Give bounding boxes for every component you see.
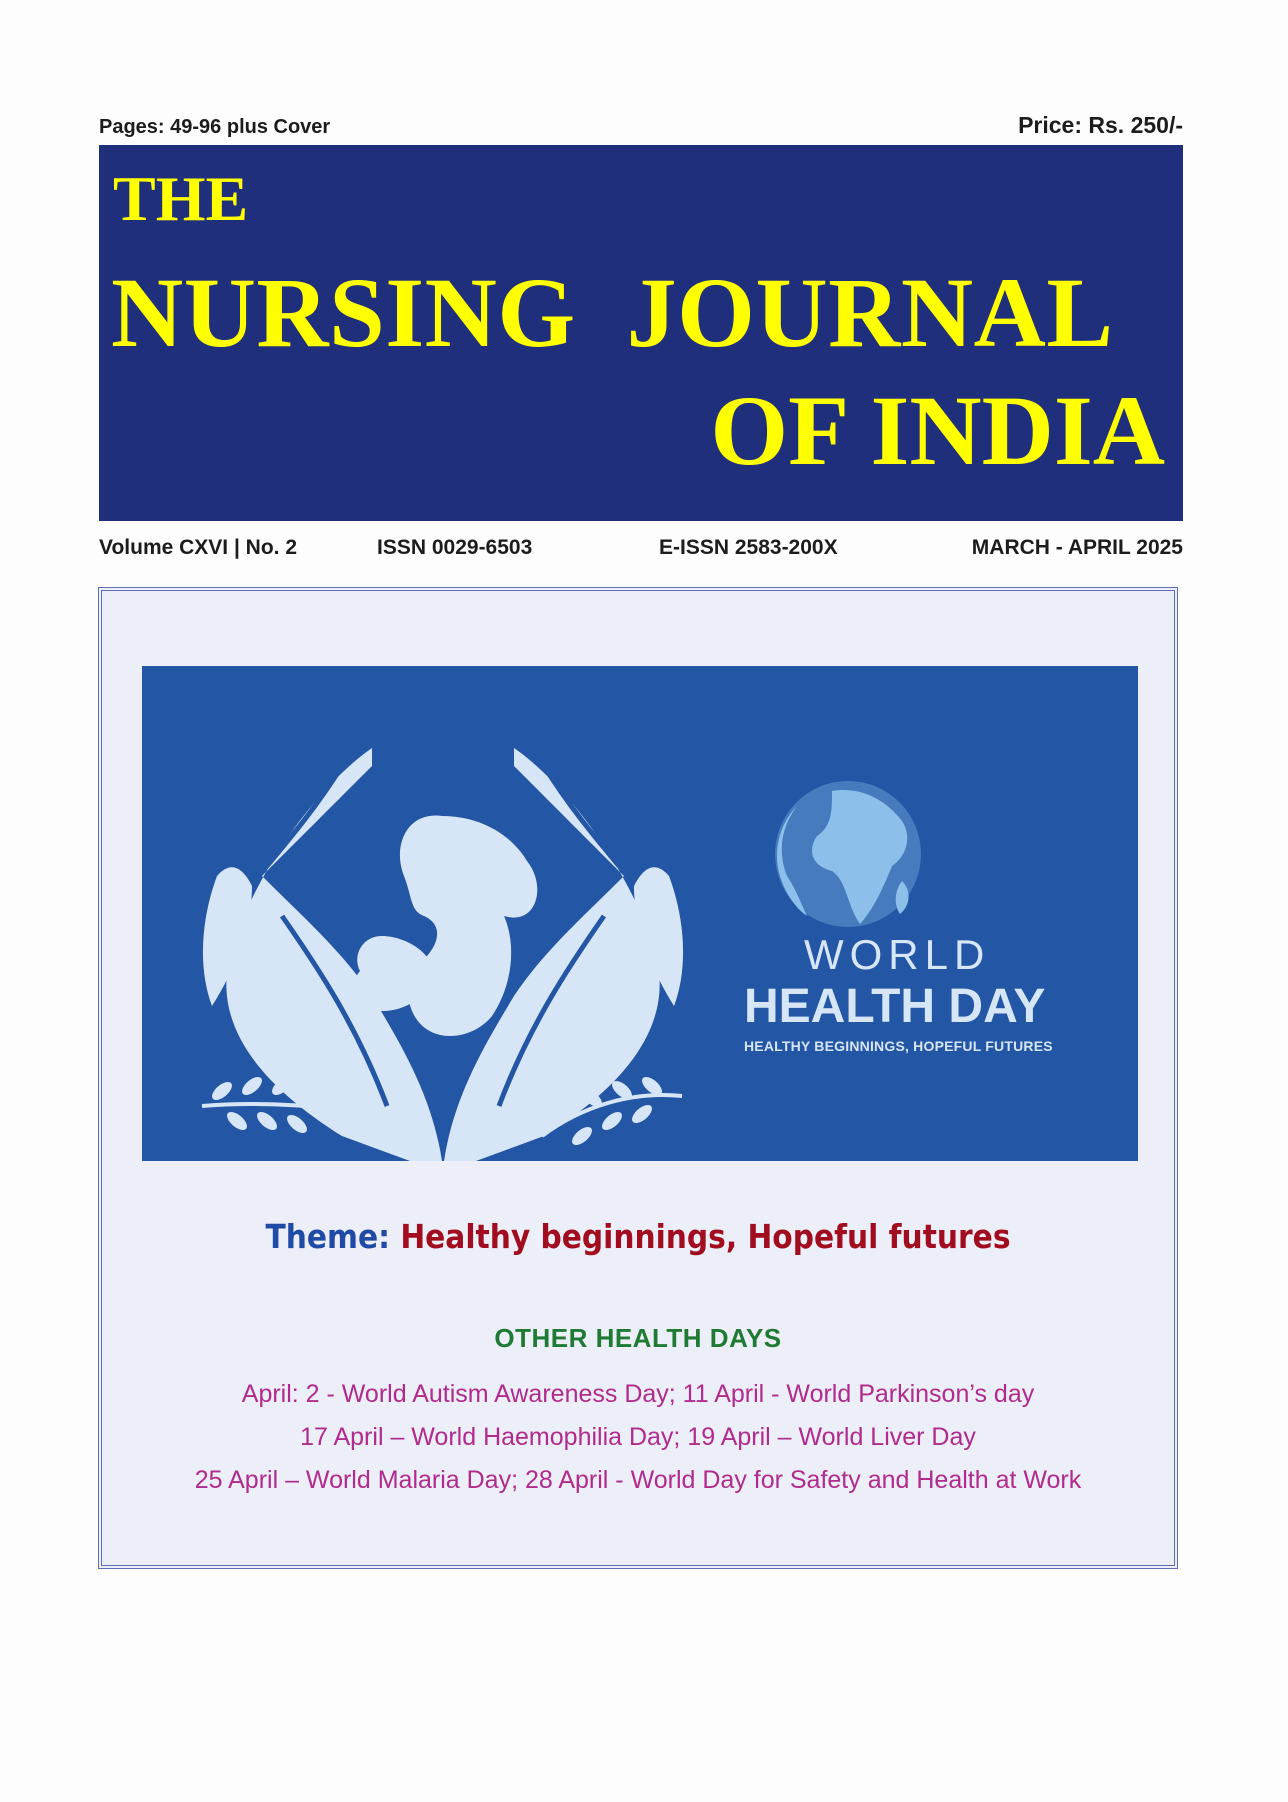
banner-health-day-text: HEALTH DAY xyxy=(744,980,1046,1033)
theme-line xyxy=(102,1217,1174,1256)
issue-date: MARCH - APRIL 2025 xyxy=(971,536,1183,559)
globe-icon xyxy=(775,781,921,927)
page-count: Pages: 49-96 plus Cover xyxy=(99,116,331,138)
mother-child-icon xyxy=(354,816,537,1036)
other-health-days-title: OTHER HEALTH DAYS xyxy=(494,1323,782,1353)
banner-world-text: WORLD xyxy=(804,931,991,978)
health-days-line: April: 2 - World Autism Awareness Day; 11 April - World Parkinson’s day xyxy=(241,1380,1035,1408)
banner-illustration xyxy=(142,666,1138,1161)
cover-content-frame xyxy=(98,587,1178,1569)
price: Price: Rs. 250/- xyxy=(1018,112,1183,138)
volume-number: Volume CXVI | No. 2 xyxy=(99,536,298,559)
theme-label: Theme: xyxy=(265,1217,390,1256)
banner-tagline: HEALTHY BEGINNINGS, HOPEFUL FUTURES xyxy=(744,1038,1053,1055)
journal-masthead xyxy=(99,145,1183,521)
masthead-line-the: THE xyxy=(113,163,249,234)
theme-text: Healthy beginnings, Hopeful futures xyxy=(389,1217,1011,1256)
masthead-line-india: OF INDIA xyxy=(710,375,1165,486)
health-days-line: 25 April – World Malaria Day; 28 April - World Day for Safety and Health at Work xyxy=(194,1466,1082,1494)
issn: ISSN 0029-6503 xyxy=(377,536,533,559)
cover-top-line xyxy=(99,112,1183,139)
world-health-day-banner xyxy=(142,666,1138,1161)
banner-text-block xyxy=(744,931,1074,1055)
masthead-line-title: NURSING JOURNAL xyxy=(111,257,1114,368)
e-issn: E-ISSN 2583-200X xyxy=(659,536,838,559)
health-days-line: 17 April – World Haemophilia Day; 19 April – World Liver Day xyxy=(300,1423,976,1451)
other-health-days-list xyxy=(102,1373,1174,1502)
